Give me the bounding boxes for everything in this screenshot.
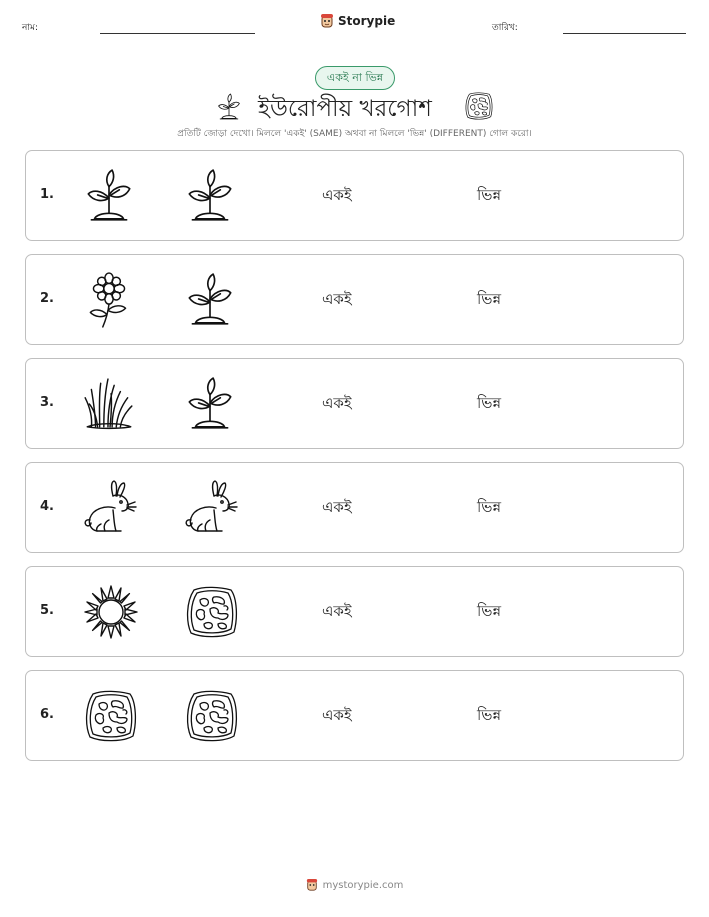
question-number: 6. xyxy=(40,707,54,722)
question-number: 1. xyxy=(40,187,54,202)
question-row xyxy=(25,462,684,553)
sun-icon xyxy=(83,583,135,641)
question-number: 5. xyxy=(40,603,54,618)
different-option[interactable]: ভিন্ন xyxy=(477,186,502,204)
question-number: 2. xyxy=(40,291,54,306)
sprout-icon xyxy=(216,92,242,122)
question-row xyxy=(25,670,684,761)
question-row xyxy=(25,566,684,657)
burrow-icon xyxy=(83,687,135,745)
burrow-icon xyxy=(464,91,494,121)
question-number: 3. xyxy=(40,395,54,410)
storypie-mascot-icon xyxy=(306,878,318,892)
worksheet-header xyxy=(0,0,709,44)
flower-icon xyxy=(83,271,135,329)
footer xyxy=(0,878,709,892)
different-option[interactable]: ভিন্ন xyxy=(477,290,502,308)
title-row xyxy=(0,90,709,124)
burrow-icon xyxy=(184,583,236,641)
date-line[interactable] xyxy=(563,33,686,34)
same-option[interactable]: একই xyxy=(322,602,352,620)
question-number: 4. xyxy=(40,499,54,514)
different-option[interactable]: ভিন্ন xyxy=(477,498,502,516)
same-option[interactable]: একই xyxy=(322,706,352,724)
question-row xyxy=(25,358,684,449)
storypie-mascot-icon xyxy=(320,13,334,29)
page-title: ইউরোপীয় খরগোশ xyxy=(258,96,432,122)
grass-icon xyxy=(83,375,135,433)
different-option[interactable]: ভিন্ন xyxy=(477,706,502,724)
brand-name: Storypie xyxy=(338,14,396,28)
rabbit-icon xyxy=(184,479,236,537)
question-row xyxy=(25,150,684,241)
name-label: নাম: xyxy=(22,23,39,33)
sprout-icon xyxy=(83,167,135,225)
instructions: প্রতিটি জোড়া দেখো। মিললে 'একই' (SAME) অথবা না মিললে 'ভিন্ন' (DIFFERENT) গোল করো। xyxy=(177,129,532,139)
name-line[interactable] xyxy=(100,33,255,34)
same-option[interactable]: একই xyxy=(322,186,352,204)
different-option[interactable]: ভিন্ন xyxy=(477,394,502,412)
brand-logo xyxy=(320,13,395,29)
different-option[interactable]: ভিন্ন xyxy=(477,602,502,620)
same-option[interactable]: একই xyxy=(322,498,352,516)
sprout-icon xyxy=(184,271,236,329)
footer-site[interactable]: mystorypie.com xyxy=(322,879,404,891)
same-option[interactable]: একই xyxy=(322,290,352,308)
sprout-icon xyxy=(184,375,236,433)
rabbit-icon xyxy=(83,479,135,537)
burrow-icon xyxy=(184,687,236,745)
date-label: তারিখ: xyxy=(492,23,518,33)
sprout-icon xyxy=(184,167,236,225)
same-option[interactable]: একই xyxy=(322,394,352,412)
activity-badge: একই না ভিন্ন xyxy=(315,66,395,90)
question-row xyxy=(25,254,684,345)
